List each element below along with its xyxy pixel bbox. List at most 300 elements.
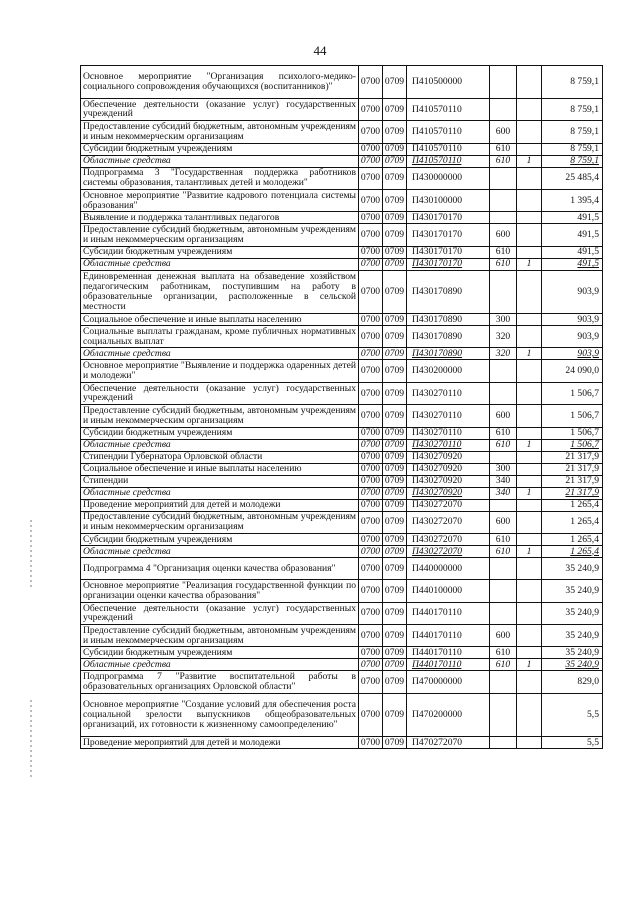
row-name-cell: Субсидии бюджетным учреждениям <box>81 246 359 258</box>
section-code-cell: 0700 <box>359 167 383 189</box>
row-name-cell: Подпрограмма 3 "Государственная поддержка работников системы образования, талантливых детей и молодежи" <box>81 167 359 189</box>
table-row <box>81 258 603 270</box>
row-name-cell: Обеспечение деятельности (оказание услуг) государственных учреждений <box>81 98 359 120</box>
row-name-cell: Субсидии бюджетным учреждениям <box>81 533 359 545</box>
section-code-cell: 0700 <box>359 625 383 647</box>
funding-group-cell <box>517 533 542 545</box>
subsection-code-cell: 0709 <box>383 155 407 167</box>
target-article-code-cell: П430200000 <box>407 360 490 382</box>
amount-cell: 491,5 <box>542 258 603 270</box>
section-code-cell: 0700 <box>359 475 383 487</box>
row-name-cell: Основное мероприятие "Организация психолого-медико-социального сопровождения обучающихся (воспитанников)" <box>81 66 359 99</box>
funding-group-cell <box>517 427 542 439</box>
table-row <box>81 427 603 439</box>
target-article-code-cell: П430272070 <box>407 511 490 533</box>
section-code-cell: 0700 <box>359 360 383 382</box>
expense-type-code-cell <box>490 451 517 463</box>
table-row <box>81 533 603 545</box>
section-code-cell: 0700 <box>359 602 383 624</box>
funding-group-cell <box>517 143 542 155</box>
section-code-cell: 0700 <box>359 98 383 120</box>
row-name-cell: Социальное обеспечение и иные выплаты населению <box>81 313 359 325</box>
amount-cell: 8 759,1 <box>542 66 603 99</box>
row-name-cell: Областные средства <box>81 348 359 360</box>
section-code-cell: 0700 <box>359 325 383 347</box>
table-row <box>81 382 603 404</box>
section-code-cell: 0700 <box>359 246 383 258</box>
expense-type-code-cell: 340 <box>490 487 517 499</box>
subsection-code-cell: 0709 <box>383 671 407 693</box>
table-row <box>81 98 603 120</box>
expense-type-code-cell: 610 <box>490 143 517 155</box>
table-row <box>81 602 603 624</box>
funding-group-cell <box>517 451 542 463</box>
section-code-cell: 0700 <box>359 121 383 143</box>
amount-cell: 8 759,1 <box>542 98 603 120</box>
target-article-code-cell: П430170170 <box>407 224 490 246</box>
table-row <box>81 625 603 647</box>
table-row <box>81 348 603 360</box>
subsection-code-cell: 0709 <box>383 557 407 579</box>
table-row <box>81 659 603 671</box>
amount-cell: 35 240,9 <box>542 557 603 579</box>
expense-type-code-cell: 610 <box>490 246 517 258</box>
row-name-cell: Обеспечение деятельности (оказание услуг) государственных учреждений <box>81 382 359 404</box>
target-article-code-cell: П430170170 <box>407 258 490 270</box>
funding-group-cell <box>517 98 542 120</box>
row-name-cell: Социальное обеспечение и иные выплаты населению <box>81 463 359 475</box>
expense-type-code-cell <box>490 189 517 211</box>
funding-group-cell: 1 <box>517 487 542 499</box>
subsection-code-cell: 0709 <box>383 475 407 487</box>
amount-cell: 903,9 <box>542 313 603 325</box>
subsection-code-cell: 0709 <box>383 189 407 211</box>
section-code-cell: 0700 <box>359 155 383 167</box>
target-article-code-cell: П430270110 <box>407 405 490 427</box>
amount-cell: 8 759,1 <box>542 121 603 143</box>
row-name-cell: Предоставление субсидий бюджетным, автономным учреждениям и иным некоммерческим организациям <box>81 405 359 427</box>
row-name-cell: Основное мероприятие "Выявление и поддержка одаренных детей и молодежи" <box>81 360 359 382</box>
funding-group-cell <box>517 625 542 647</box>
target-article-code-cell: П430170890 <box>407 348 490 360</box>
expense-type-code-cell <box>490 98 517 120</box>
table-row <box>81 511 603 533</box>
amount-cell: 903,9 <box>542 325 603 347</box>
target-article-code-cell: П430170170 <box>407 246 490 258</box>
amount-cell: 829,0 <box>542 671 603 693</box>
section-code-cell: 0700 <box>359 511 383 533</box>
section-code-cell: 0700 <box>359 439 383 451</box>
table-row <box>81 475 603 487</box>
amount-cell: 35 240,9 <box>542 580 603 602</box>
row-name-cell: Областные средства <box>81 258 359 270</box>
subsection-code-cell: 0709 <box>383 212 407 224</box>
expense-type-code-cell: 600 <box>490 511 517 533</box>
amount-cell: 8 759,1 <box>542 155 603 167</box>
row-name-cell: Предоставление субсидий бюджетным, автономным учреждениям и иным некоммерческим организациям <box>81 224 359 246</box>
section-code-cell: 0700 <box>359 533 383 545</box>
section-code-cell: 0700 <box>359 671 383 693</box>
target-article-code-cell: П440170110 <box>407 647 490 659</box>
subsection-code-cell: 0709 <box>383 405 407 427</box>
funding-group-cell: 1 <box>517 348 542 360</box>
target-article-code-cell: П430270920 <box>407 475 490 487</box>
funding-group-cell <box>517 121 542 143</box>
expense-type-code-cell <box>490 737 517 749</box>
expense-type-code-cell <box>490 602 517 624</box>
row-name-cell: Предоставление субсидий бюджетным, автономным учреждениям и иным некоммерческим организациям <box>81 625 359 647</box>
row-name-cell: Единовременная денежная выплата на обзаведение хозяйством педагогическим работникам, поступившим на работу в образовательные организации, расположенные в сельской местности <box>81 270 359 313</box>
target-article-code-cell: П410570110 <box>407 98 490 120</box>
table-row <box>81 143 603 155</box>
target-article-code-cell: П470272070 <box>407 737 490 749</box>
target-article-code-cell: П430170890 <box>407 313 490 325</box>
funding-group-cell <box>517 580 542 602</box>
funding-group-cell <box>517 511 542 533</box>
row-name-cell: Субсидии бюджетным учреждениям <box>81 647 359 659</box>
expense-type-code-cell: 600 <box>490 405 517 427</box>
section-code-cell: 0700 <box>359 487 383 499</box>
funding-group-cell: 1 <box>517 545 542 557</box>
table-row <box>81 212 603 224</box>
amount-cell: 35 240,9 <box>542 647 603 659</box>
amount-cell: 5,5 <box>542 737 603 749</box>
expense-type-code-cell: 610 <box>490 439 517 451</box>
table-row <box>81 737 603 749</box>
section-code-cell: 0700 <box>359 580 383 602</box>
funding-group-cell <box>517 499 542 511</box>
expense-type-code-cell: 600 <box>490 224 517 246</box>
expense-type-code-cell <box>490 671 517 693</box>
row-name-cell: Областные средства <box>81 545 359 557</box>
amount-cell: 5,5 <box>542 693 603 736</box>
expense-type-code-cell: 610 <box>490 533 517 545</box>
expense-type-code-cell <box>490 557 517 579</box>
target-article-code-cell: П440170110 <box>407 602 490 624</box>
budget-table <box>80 65 603 749</box>
table-row <box>81 155 603 167</box>
section-code-cell: 0700 <box>359 427 383 439</box>
amount-cell: 1 265,4 <box>542 545 603 557</box>
subsection-code-cell: 0709 <box>383 98 407 120</box>
subsection-code-cell: 0709 <box>383 325 407 347</box>
subsection-code-cell: 0709 <box>383 348 407 360</box>
funding-group-cell <box>517 602 542 624</box>
funding-group-cell <box>517 475 542 487</box>
amount-cell: 491,5 <box>542 212 603 224</box>
row-name-cell: Предоставление субсидий бюджетным, автономным учреждениям и иным некоммерческим организациям <box>81 511 359 533</box>
expense-type-code-cell <box>490 66 517 99</box>
amount-cell: 1 506,7 <box>542 439 603 451</box>
target-article-code-cell: П430270110 <box>407 439 490 451</box>
subsection-code-cell: 0709 <box>383 625 407 647</box>
funding-group-cell: 1 <box>517 258 542 270</box>
section-code-cell: 0700 <box>359 382 383 404</box>
subsection-code-cell: 0709 <box>383 602 407 624</box>
row-name-cell: Стипендии Губернатора Орловской области <box>81 451 359 463</box>
section-code-cell: 0700 <box>359 499 383 511</box>
row-name-cell: Стипендии <box>81 475 359 487</box>
funding-group-cell <box>517 325 542 347</box>
funding-group-cell: 1 <box>517 155 542 167</box>
subsection-code-cell: 0709 <box>383 499 407 511</box>
target-article-code-cell: П430170890 <box>407 270 490 313</box>
expense-type-code-cell: 610 <box>490 647 517 659</box>
table-row <box>81 545 603 557</box>
section-code-cell: 0700 <box>359 659 383 671</box>
amount-cell: 1 265,4 <box>542 533 603 545</box>
section-code-cell: 0700 <box>359 647 383 659</box>
amount-cell: 1 265,4 <box>542 511 603 533</box>
target-article-code-cell: П430100000 <box>407 189 490 211</box>
amount-cell: 24 090,0 <box>542 360 603 382</box>
amount-cell: 35 240,9 <box>542 659 603 671</box>
subsection-code-cell: 0709 <box>383 167 407 189</box>
subsection-code-cell: 0709 <box>383 463 407 475</box>
funding-group-cell <box>517 270 542 313</box>
amount-cell: 1 265,4 <box>542 499 603 511</box>
funding-group-cell <box>517 463 542 475</box>
row-name-cell: Подпрограмма 7 "Развитие воспитательной работы в образовательных организациях Орловской области" <box>81 671 359 693</box>
subsection-code-cell: 0709 <box>383 382 407 404</box>
funding-group-cell: 1 <box>517 659 542 671</box>
section-code-cell: 0700 <box>359 143 383 155</box>
target-article-code-cell: П440000000 <box>407 557 490 579</box>
expense-type-code-cell: 610 <box>490 155 517 167</box>
target-article-code-cell: П430170170 <box>407 212 490 224</box>
amount-cell: 491,5 <box>542 246 603 258</box>
expense-type-code-cell <box>490 360 517 382</box>
table-row <box>81 325 603 347</box>
table-row <box>81 167 603 189</box>
subsection-code-cell: 0709 <box>383 511 407 533</box>
table-row <box>81 451 603 463</box>
section-code-cell: 0700 <box>359 463 383 475</box>
expense-type-code-cell: 610 <box>490 545 517 557</box>
row-name-cell: Основное мероприятие "Реализация государственной функции по организации оценки качества образования" <box>81 580 359 602</box>
target-article-code-cell: П430270110 <box>407 427 490 439</box>
funding-group-cell <box>517 405 542 427</box>
row-name-cell: Выявление и поддержка талантливых педагогов <box>81 212 359 224</box>
row-name-cell: Проведение мероприятий для детей и молодежи <box>81 737 359 749</box>
section-code-cell: 0700 <box>359 66 383 99</box>
expense-type-code-cell: 340 <box>490 475 517 487</box>
table-row <box>81 693 603 736</box>
expense-type-code-cell: 600 <box>490 121 517 143</box>
subsection-code-cell: 0709 <box>383 427 407 439</box>
subsection-code-cell: 0709 <box>383 224 407 246</box>
amount-cell: 903,9 <box>542 348 603 360</box>
expense-type-code-cell: 610 <box>490 258 517 270</box>
page-number: 44 <box>313 43 327 58</box>
row-name-cell: Проведение мероприятий для детей и молодежи <box>81 499 359 511</box>
section-code-cell: 0700 <box>359 545 383 557</box>
funding-group-cell <box>517 224 542 246</box>
target-article-code-cell: П410570110 <box>407 121 490 143</box>
subsection-code-cell: 0709 <box>383 580 407 602</box>
table-row <box>81 270 603 313</box>
subsection-code-cell: 0709 <box>383 143 407 155</box>
target-article-code-cell: П430270920 <box>407 451 490 463</box>
table-row <box>81 487 603 499</box>
amount-cell: 21 317,9 <box>542 451 603 463</box>
table-row <box>81 121 603 143</box>
target-article-code-cell: П430272070 <box>407 533 490 545</box>
amount-cell: 21 317,9 <box>542 463 603 475</box>
scan-margin-mark <box>30 700 32 780</box>
section-code-cell: 0700 <box>359 258 383 270</box>
expense-type-code-cell <box>490 167 517 189</box>
expense-type-code-cell <box>490 693 517 736</box>
table-row <box>81 189 603 211</box>
target-article-code-cell: П430270920 <box>407 487 490 499</box>
subsection-code-cell: 0709 <box>383 451 407 463</box>
funding-group-cell <box>517 671 542 693</box>
subsection-code-cell: 0709 <box>383 693 407 736</box>
target-article-code-cell: П440100000 <box>407 580 490 602</box>
subsection-code-cell: 0709 <box>383 647 407 659</box>
row-name-cell: Областные средства <box>81 659 359 671</box>
expense-type-code-cell <box>490 580 517 602</box>
target-article-code-cell: П410570110 <box>407 143 490 155</box>
subsection-code-cell: 0709 <box>383 313 407 325</box>
target-article-code-cell: П430170890 <box>407 325 490 347</box>
subsection-code-cell: 0709 <box>383 66 407 99</box>
funding-group-cell <box>517 557 542 579</box>
row-name-cell: Социальные выплаты гражданам, кроме публичных нормативных социальных выплат <box>81 325 359 347</box>
amount-cell: 21 317,9 <box>542 487 603 499</box>
expense-type-code-cell <box>490 212 517 224</box>
section-code-cell: 0700 <box>359 737 383 749</box>
amount-cell: 21 317,9 <box>542 475 603 487</box>
section-code-cell: 0700 <box>359 451 383 463</box>
expense-type-code-cell: 320 <box>490 325 517 347</box>
section-code-cell: 0700 <box>359 348 383 360</box>
target-article-code-cell: П430000000 <box>407 167 490 189</box>
subsection-code-cell: 0709 <box>383 533 407 545</box>
target-article-code-cell: П430272070 <box>407 499 490 511</box>
section-code-cell: 0700 <box>359 212 383 224</box>
subsection-code-cell: 0709 <box>383 487 407 499</box>
section-code-cell: 0700 <box>359 270 383 313</box>
expense-type-code-cell <box>490 382 517 404</box>
row-name-cell: Предоставление субсидий бюджетным, автономным учреждениям и иным некоммерческим организациям <box>81 121 359 143</box>
row-name-cell: Субсидии бюджетным учреждениям <box>81 143 359 155</box>
funding-group-cell <box>517 693 542 736</box>
funding-group-cell <box>517 246 542 258</box>
row-name-cell: Основное мероприятие "Развитие кадрового потенциала системы образования" <box>81 189 359 211</box>
target-article-code-cell: П440170110 <box>407 625 490 647</box>
funding-group-cell: 1 <box>517 439 542 451</box>
expense-type-code-cell <box>490 270 517 313</box>
table-row <box>81 580 603 602</box>
row-name-cell: Областные средства <box>81 439 359 451</box>
row-name-cell: Областные средства <box>81 155 359 167</box>
table-row <box>81 246 603 258</box>
amount-cell: 8 759,1 <box>542 143 603 155</box>
subsection-code-cell: 0709 <box>383 659 407 671</box>
section-code-cell: 0700 <box>359 693 383 736</box>
scan-margin-mark <box>30 520 32 590</box>
section-code-cell: 0700 <box>359 189 383 211</box>
target-article-code-cell: П410570110 <box>407 155 490 167</box>
funding-group-cell <box>517 382 542 404</box>
funding-group-cell <box>517 647 542 659</box>
amount-cell: 25 485,4 <box>542 167 603 189</box>
expense-type-code-cell: 320 <box>490 348 517 360</box>
amount-cell: 1 506,7 <box>542 427 603 439</box>
expense-type-code-cell: 300 <box>490 313 517 325</box>
funding-group-cell <box>517 66 542 99</box>
subsection-code-cell: 0709 <box>383 439 407 451</box>
table-row <box>81 463 603 475</box>
funding-group-cell <box>517 737 542 749</box>
table-row <box>81 360 603 382</box>
table-row <box>81 66 603 99</box>
target-article-code-cell: П440170110 <box>407 659 490 671</box>
table-row <box>81 499 603 511</box>
target-article-code-cell: П470200000 <box>407 693 490 736</box>
amount-cell: 1 506,7 <box>542 405 603 427</box>
subsection-code-cell: 0709 <box>383 545 407 557</box>
amount-cell: 35 240,9 <box>542 602 603 624</box>
row-name-cell: Обеспечение деятельности (оказание услуг) государственных учреждений <box>81 602 359 624</box>
target-article-code-cell: П470000000 <box>407 671 490 693</box>
target-article-code-cell: П430270110 <box>407 382 490 404</box>
table-row <box>81 671 603 693</box>
funding-group-cell <box>517 313 542 325</box>
row-name-cell: Областные средства <box>81 487 359 499</box>
expense-type-code-cell: 600 <box>490 625 517 647</box>
amount-cell: 903,9 <box>542 270 603 313</box>
amount-cell: 35 240,9 <box>542 625 603 647</box>
row-name-cell: Основное мероприятие "Создание условий для обеспечения роста социальной зрелости выпускников общеобразовательных организаций, их готовности к жизненному самоопределению" <box>81 693 359 736</box>
amount-cell: 1 395,4 <box>542 189 603 211</box>
subsection-code-cell: 0709 <box>383 270 407 313</box>
table-row <box>81 224 603 246</box>
funding-group-cell <box>517 212 542 224</box>
section-code-cell: 0700 <box>359 405 383 427</box>
row-name-cell: Подпрограмма 4 "Организация оценки качества образования" <box>81 557 359 579</box>
amount-cell: 1 506,7 <box>542 382 603 404</box>
expense-type-code-cell: 300 <box>490 463 517 475</box>
table-row <box>81 647 603 659</box>
section-code-cell: 0700 <box>359 313 383 325</box>
table-row <box>81 557 603 579</box>
subsection-code-cell: 0709 <box>383 121 407 143</box>
row-name-cell: Субсидии бюджетным учреждениям <box>81 427 359 439</box>
funding-group-cell <box>517 360 542 382</box>
target-article-code-cell: П430272070 <box>407 545 490 557</box>
table-row <box>81 439 603 451</box>
subsection-code-cell: 0709 <box>383 246 407 258</box>
funding-group-cell <box>517 189 542 211</box>
expense-type-code-cell <box>490 499 517 511</box>
table-row <box>81 313 603 325</box>
expense-type-code-cell: 610 <box>490 659 517 671</box>
subsection-code-cell: 0709 <box>383 737 407 749</box>
target-article-code-cell: П430270920 <box>407 463 490 475</box>
section-code-cell: 0700 <box>359 224 383 246</box>
amount-cell: 491,5 <box>542 224 603 246</box>
subsection-code-cell: 0709 <box>383 360 407 382</box>
table-row <box>81 405 603 427</box>
expense-type-code-cell: 610 <box>490 427 517 439</box>
table-body <box>81 66 603 749</box>
subsection-code-cell: 0709 <box>383 258 407 270</box>
target-article-code-cell: П410500000 <box>407 66 490 99</box>
section-code-cell: 0700 <box>359 557 383 579</box>
